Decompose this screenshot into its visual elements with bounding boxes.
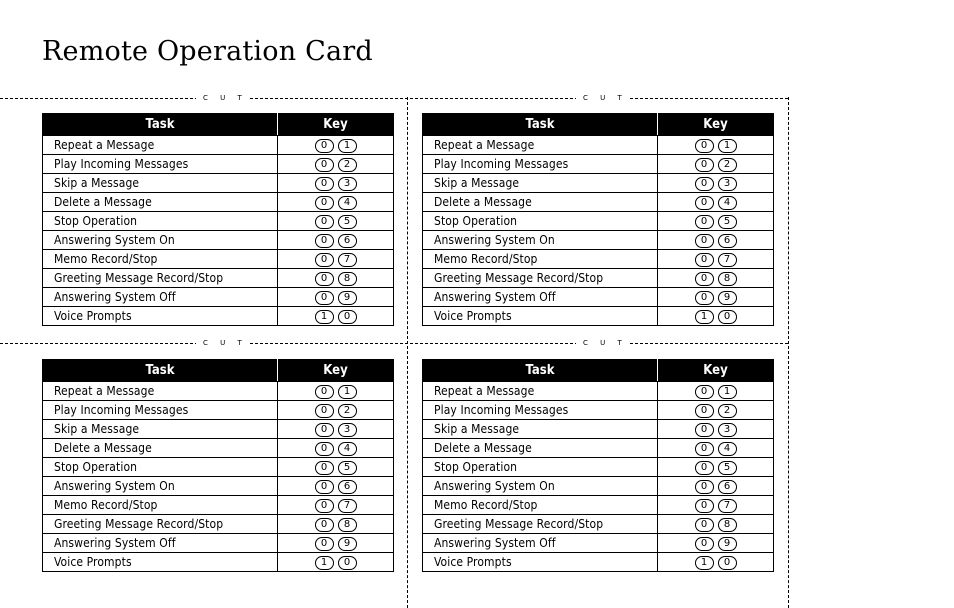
key-cell xyxy=(278,420,394,439)
keypad-button-icon: 0 xyxy=(315,139,334,153)
keypad-button-icon: 1 xyxy=(338,385,357,399)
task-cell: Answering System On xyxy=(43,231,278,250)
task-cell: Skip a Message xyxy=(43,420,278,439)
keypad-button-icon: 0 xyxy=(695,404,714,418)
task-cell: Voice Prompts xyxy=(43,307,278,326)
task-cell: Delete a Message xyxy=(43,193,278,212)
task-cell: Repeat a Message xyxy=(423,136,658,155)
table-row xyxy=(43,515,394,534)
keypad-button-icon: 1 xyxy=(338,139,357,153)
cut-line-center xyxy=(407,97,408,608)
key-cell xyxy=(658,212,774,231)
table-row xyxy=(423,401,774,420)
task-cell: Answering System Off xyxy=(43,288,278,307)
key-cell xyxy=(278,269,394,288)
table-row xyxy=(43,496,394,515)
task-column-header: Task xyxy=(423,114,658,136)
keypad-button-icon: 3 xyxy=(338,423,357,437)
table-row xyxy=(43,439,394,458)
key-cell xyxy=(658,515,774,534)
table-row xyxy=(43,382,394,401)
keypad-button-icon: 8 xyxy=(338,518,357,532)
keypad-button-icon: 0 xyxy=(315,215,334,229)
keypad-button-icon: 0 xyxy=(315,177,334,191)
remote-card xyxy=(422,359,774,572)
task-cell: Answering System Off xyxy=(423,534,658,553)
keypad-button-icon: 0 xyxy=(315,518,334,532)
key-cell xyxy=(658,534,774,553)
keypad-button-icon: 0 xyxy=(315,158,334,172)
cut-line-middle xyxy=(0,343,788,344)
task-cell: Delete a Message xyxy=(423,193,658,212)
key-cell xyxy=(278,212,394,231)
keypad-button-icon: 1 xyxy=(315,556,334,570)
cut-line-top xyxy=(0,98,788,99)
keypad-button-icon: 0 xyxy=(315,480,334,494)
table-row xyxy=(423,477,774,496)
key-cell xyxy=(658,269,774,288)
key-cell xyxy=(278,307,394,326)
remote-card xyxy=(422,113,774,326)
keypad-button-icon: 0 xyxy=(338,310,357,324)
keypad-button-icon: 4 xyxy=(338,442,357,456)
keypad-button-icon: 0 xyxy=(695,461,714,475)
table-row xyxy=(43,307,394,326)
table-row xyxy=(423,250,774,269)
table-row xyxy=(43,553,394,572)
task-cell: Greeting Message Record/Stop xyxy=(43,515,278,534)
task-cell: Play Incoming Messages xyxy=(43,155,278,174)
keypad-button-icon: 0 xyxy=(695,158,714,172)
keypad-button-icon: 9 xyxy=(718,537,737,551)
task-cell: Play Incoming Messages xyxy=(43,401,278,420)
keypad-button-icon: 0 xyxy=(695,215,714,229)
key-column-header: Key xyxy=(658,114,774,136)
keypad-button-icon: 7 xyxy=(718,499,737,513)
task-cell: Greeting Message Record/Stop xyxy=(423,515,658,534)
table-row xyxy=(423,534,774,553)
key-cell xyxy=(658,496,774,515)
task-cell: Memo Record/Stop xyxy=(423,496,658,515)
keypad-button-icon: 1 xyxy=(695,310,714,324)
task-cell: Answering System On xyxy=(43,477,278,496)
task-cell: Delete a Message xyxy=(423,439,658,458)
keypad-button-icon: 0 xyxy=(695,272,714,286)
table-row xyxy=(423,420,774,439)
task-cell: Delete a Message xyxy=(43,439,278,458)
keypad-button-icon: 0 xyxy=(315,461,334,475)
cut-label: C U T xyxy=(576,94,630,102)
task-cell: Stop Operation xyxy=(43,458,278,477)
task-column-header: Task xyxy=(43,114,278,136)
key-cell xyxy=(658,193,774,212)
keypad-button-icon: 0 xyxy=(695,423,714,437)
keypad-button-icon: 2 xyxy=(338,404,357,418)
keypad-button-icon: 1 xyxy=(718,385,737,399)
table-row xyxy=(423,174,774,193)
remote-card xyxy=(42,359,394,572)
keypad-button-icon: 2 xyxy=(338,158,357,172)
task-cell: Stop Operation xyxy=(43,212,278,231)
key-cell xyxy=(278,477,394,496)
keypad-button-icon: 0 xyxy=(695,177,714,191)
keypad-button-icon: 0 xyxy=(695,537,714,551)
table-row xyxy=(423,193,774,212)
key-cell xyxy=(658,458,774,477)
key-cell xyxy=(278,174,394,193)
keypad-button-icon: 0 xyxy=(718,556,737,570)
task-cell: Play Incoming Messages xyxy=(423,155,658,174)
table-row xyxy=(43,420,394,439)
keypad-button-icon: 2 xyxy=(718,158,737,172)
cut-line-right xyxy=(788,97,789,608)
task-cell: Memo Record/Stop xyxy=(423,250,658,269)
task-cell: Stop Operation xyxy=(423,458,658,477)
table-row xyxy=(43,231,394,250)
task-cell: Answering System Off xyxy=(423,288,658,307)
keypad-button-icon: 7 xyxy=(718,253,737,267)
keypad-button-icon: 0 xyxy=(695,139,714,153)
key-cell xyxy=(278,382,394,401)
keypad-button-icon: 0 xyxy=(315,272,334,286)
table-row xyxy=(43,212,394,231)
keypad-button-icon: 5 xyxy=(338,461,357,475)
table-row xyxy=(423,515,774,534)
keypad-button-icon: 9 xyxy=(338,537,357,551)
cut-label: C U T xyxy=(576,339,630,347)
key-cell xyxy=(278,136,394,155)
keypad-button-icon: 0 xyxy=(315,442,334,456)
key-cell xyxy=(278,288,394,307)
key-cell xyxy=(658,382,774,401)
table-row xyxy=(43,155,394,174)
key-cell xyxy=(278,193,394,212)
cut-label: C U T xyxy=(196,94,250,102)
task-cell: Greeting Message Record/Stop xyxy=(423,269,658,288)
key-column-header: Key xyxy=(658,360,774,382)
table-row xyxy=(43,136,394,155)
keypad-button-icon: 3 xyxy=(338,177,357,191)
task-cell: Voice Prompts xyxy=(423,553,658,572)
task-cell: Answering System Off xyxy=(43,534,278,553)
keypad-button-icon: 0 xyxy=(315,423,334,437)
key-cell xyxy=(278,496,394,515)
keypad-button-icon: 0 xyxy=(315,499,334,513)
task-column-header: Task xyxy=(423,360,658,382)
task-cell: Skip a Message xyxy=(423,420,658,439)
table-row xyxy=(423,155,774,174)
table-row xyxy=(43,174,394,193)
table-row xyxy=(43,401,394,420)
table-row xyxy=(423,458,774,477)
key-cell xyxy=(658,231,774,250)
table-row xyxy=(43,288,394,307)
keypad-button-icon: 9 xyxy=(718,291,737,305)
table-row xyxy=(423,496,774,515)
key-cell xyxy=(658,155,774,174)
page-title: Remote Operation Card xyxy=(42,36,373,67)
task-cell: Answering System On xyxy=(423,477,658,496)
key-cell xyxy=(658,250,774,269)
keypad-button-icon: 0 xyxy=(718,310,737,324)
key-cell xyxy=(658,136,774,155)
table-row xyxy=(43,534,394,553)
keypad-button-icon: 0 xyxy=(695,518,714,532)
keypad-button-icon: 0 xyxy=(695,480,714,494)
keypad-button-icon: 0 xyxy=(695,253,714,267)
key-cell xyxy=(658,401,774,420)
key-cell xyxy=(658,307,774,326)
key-cell xyxy=(278,155,394,174)
key-cell xyxy=(278,439,394,458)
table-row xyxy=(43,193,394,212)
keypad-button-icon: 0 xyxy=(315,404,334,418)
keypad-button-icon: 0 xyxy=(315,253,334,267)
keypad-button-icon: 8 xyxy=(338,272,357,286)
keypad-button-icon: 9 xyxy=(338,291,357,305)
task-cell: Repeat a Message xyxy=(43,136,278,155)
keypad-button-icon: 0 xyxy=(695,385,714,399)
keypad-button-icon: 0 xyxy=(315,537,334,551)
table-row xyxy=(423,269,774,288)
key-cell xyxy=(658,553,774,572)
keypad-button-icon: 6 xyxy=(718,234,737,248)
table-row xyxy=(423,288,774,307)
keypad-button-icon: 0 xyxy=(315,291,334,305)
key-cell xyxy=(658,477,774,496)
keypad-button-icon: 0 xyxy=(695,499,714,513)
keypad-button-icon: 8 xyxy=(718,272,737,286)
key-cell xyxy=(278,515,394,534)
keypad-button-icon: 5 xyxy=(718,215,737,229)
task-cell: Memo Record/Stop xyxy=(43,250,278,269)
keypad-button-icon: 0 xyxy=(695,442,714,456)
key-cell xyxy=(278,231,394,250)
task-column-header: Task xyxy=(43,360,278,382)
keypad-button-icon: 8 xyxy=(718,518,737,532)
task-cell: Voice Prompts xyxy=(423,307,658,326)
keypad-button-icon: 6 xyxy=(338,480,357,494)
keypad-button-icon: 6 xyxy=(338,234,357,248)
table-row xyxy=(43,250,394,269)
keypad-button-icon: 5 xyxy=(718,461,737,475)
key-cell xyxy=(278,553,394,572)
table-row xyxy=(423,307,774,326)
keypad-button-icon: 2 xyxy=(718,404,737,418)
key-cell xyxy=(278,401,394,420)
keypad-button-icon: 4 xyxy=(338,196,357,210)
task-cell: Play Incoming Messages xyxy=(423,401,658,420)
key-cell xyxy=(658,288,774,307)
keypad-button-icon: 0 xyxy=(315,385,334,399)
keypad-button-icon: 0 xyxy=(695,234,714,248)
key-cell xyxy=(278,458,394,477)
task-cell: Repeat a Message xyxy=(43,382,278,401)
task-cell: Skip a Message xyxy=(423,174,658,193)
remote-card xyxy=(42,113,394,326)
task-cell: Answering System On xyxy=(423,231,658,250)
table-row xyxy=(43,269,394,288)
keypad-button-icon: 4 xyxy=(718,442,737,456)
task-cell: Voice Prompts xyxy=(43,553,278,572)
keypad-button-icon: 0 xyxy=(315,234,334,248)
cut-label: C U T xyxy=(196,339,250,347)
keypad-button-icon: 6 xyxy=(718,480,737,494)
keypad-button-icon: 5 xyxy=(338,215,357,229)
table-row xyxy=(423,212,774,231)
keypad-button-icon: 1 xyxy=(315,310,334,324)
table-row xyxy=(423,553,774,572)
keypad-button-icon: 1 xyxy=(718,139,737,153)
table-row xyxy=(423,382,774,401)
keypad-button-icon: 4 xyxy=(718,196,737,210)
key-cell xyxy=(658,439,774,458)
task-cell: Skip a Message xyxy=(43,174,278,193)
task-cell: Repeat a Message xyxy=(423,382,658,401)
key-cell xyxy=(658,420,774,439)
keypad-button-icon: 0 xyxy=(695,196,714,210)
table-row xyxy=(423,231,774,250)
task-cell: Stop Operation xyxy=(423,212,658,231)
keypad-button-icon: 0 xyxy=(315,196,334,210)
task-cell: Greeting Message Record/Stop xyxy=(43,269,278,288)
table-row xyxy=(43,458,394,477)
table-row xyxy=(423,136,774,155)
key-column-header: Key xyxy=(278,360,394,382)
keypad-button-icon: 7 xyxy=(338,253,357,267)
table-row xyxy=(423,439,774,458)
keypad-button-icon: 0 xyxy=(338,556,357,570)
keypad-button-icon: 1 xyxy=(695,556,714,570)
key-cell xyxy=(278,534,394,553)
table-row xyxy=(43,477,394,496)
key-cell xyxy=(658,174,774,193)
task-cell: Memo Record/Stop xyxy=(43,496,278,515)
keypad-button-icon: 0 xyxy=(695,291,714,305)
key-cell xyxy=(278,250,394,269)
keypad-button-icon: 3 xyxy=(718,423,737,437)
keypad-button-icon: 3 xyxy=(718,177,737,191)
keypad-button-icon: 7 xyxy=(338,499,357,513)
key-column-header: Key xyxy=(278,114,394,136)
